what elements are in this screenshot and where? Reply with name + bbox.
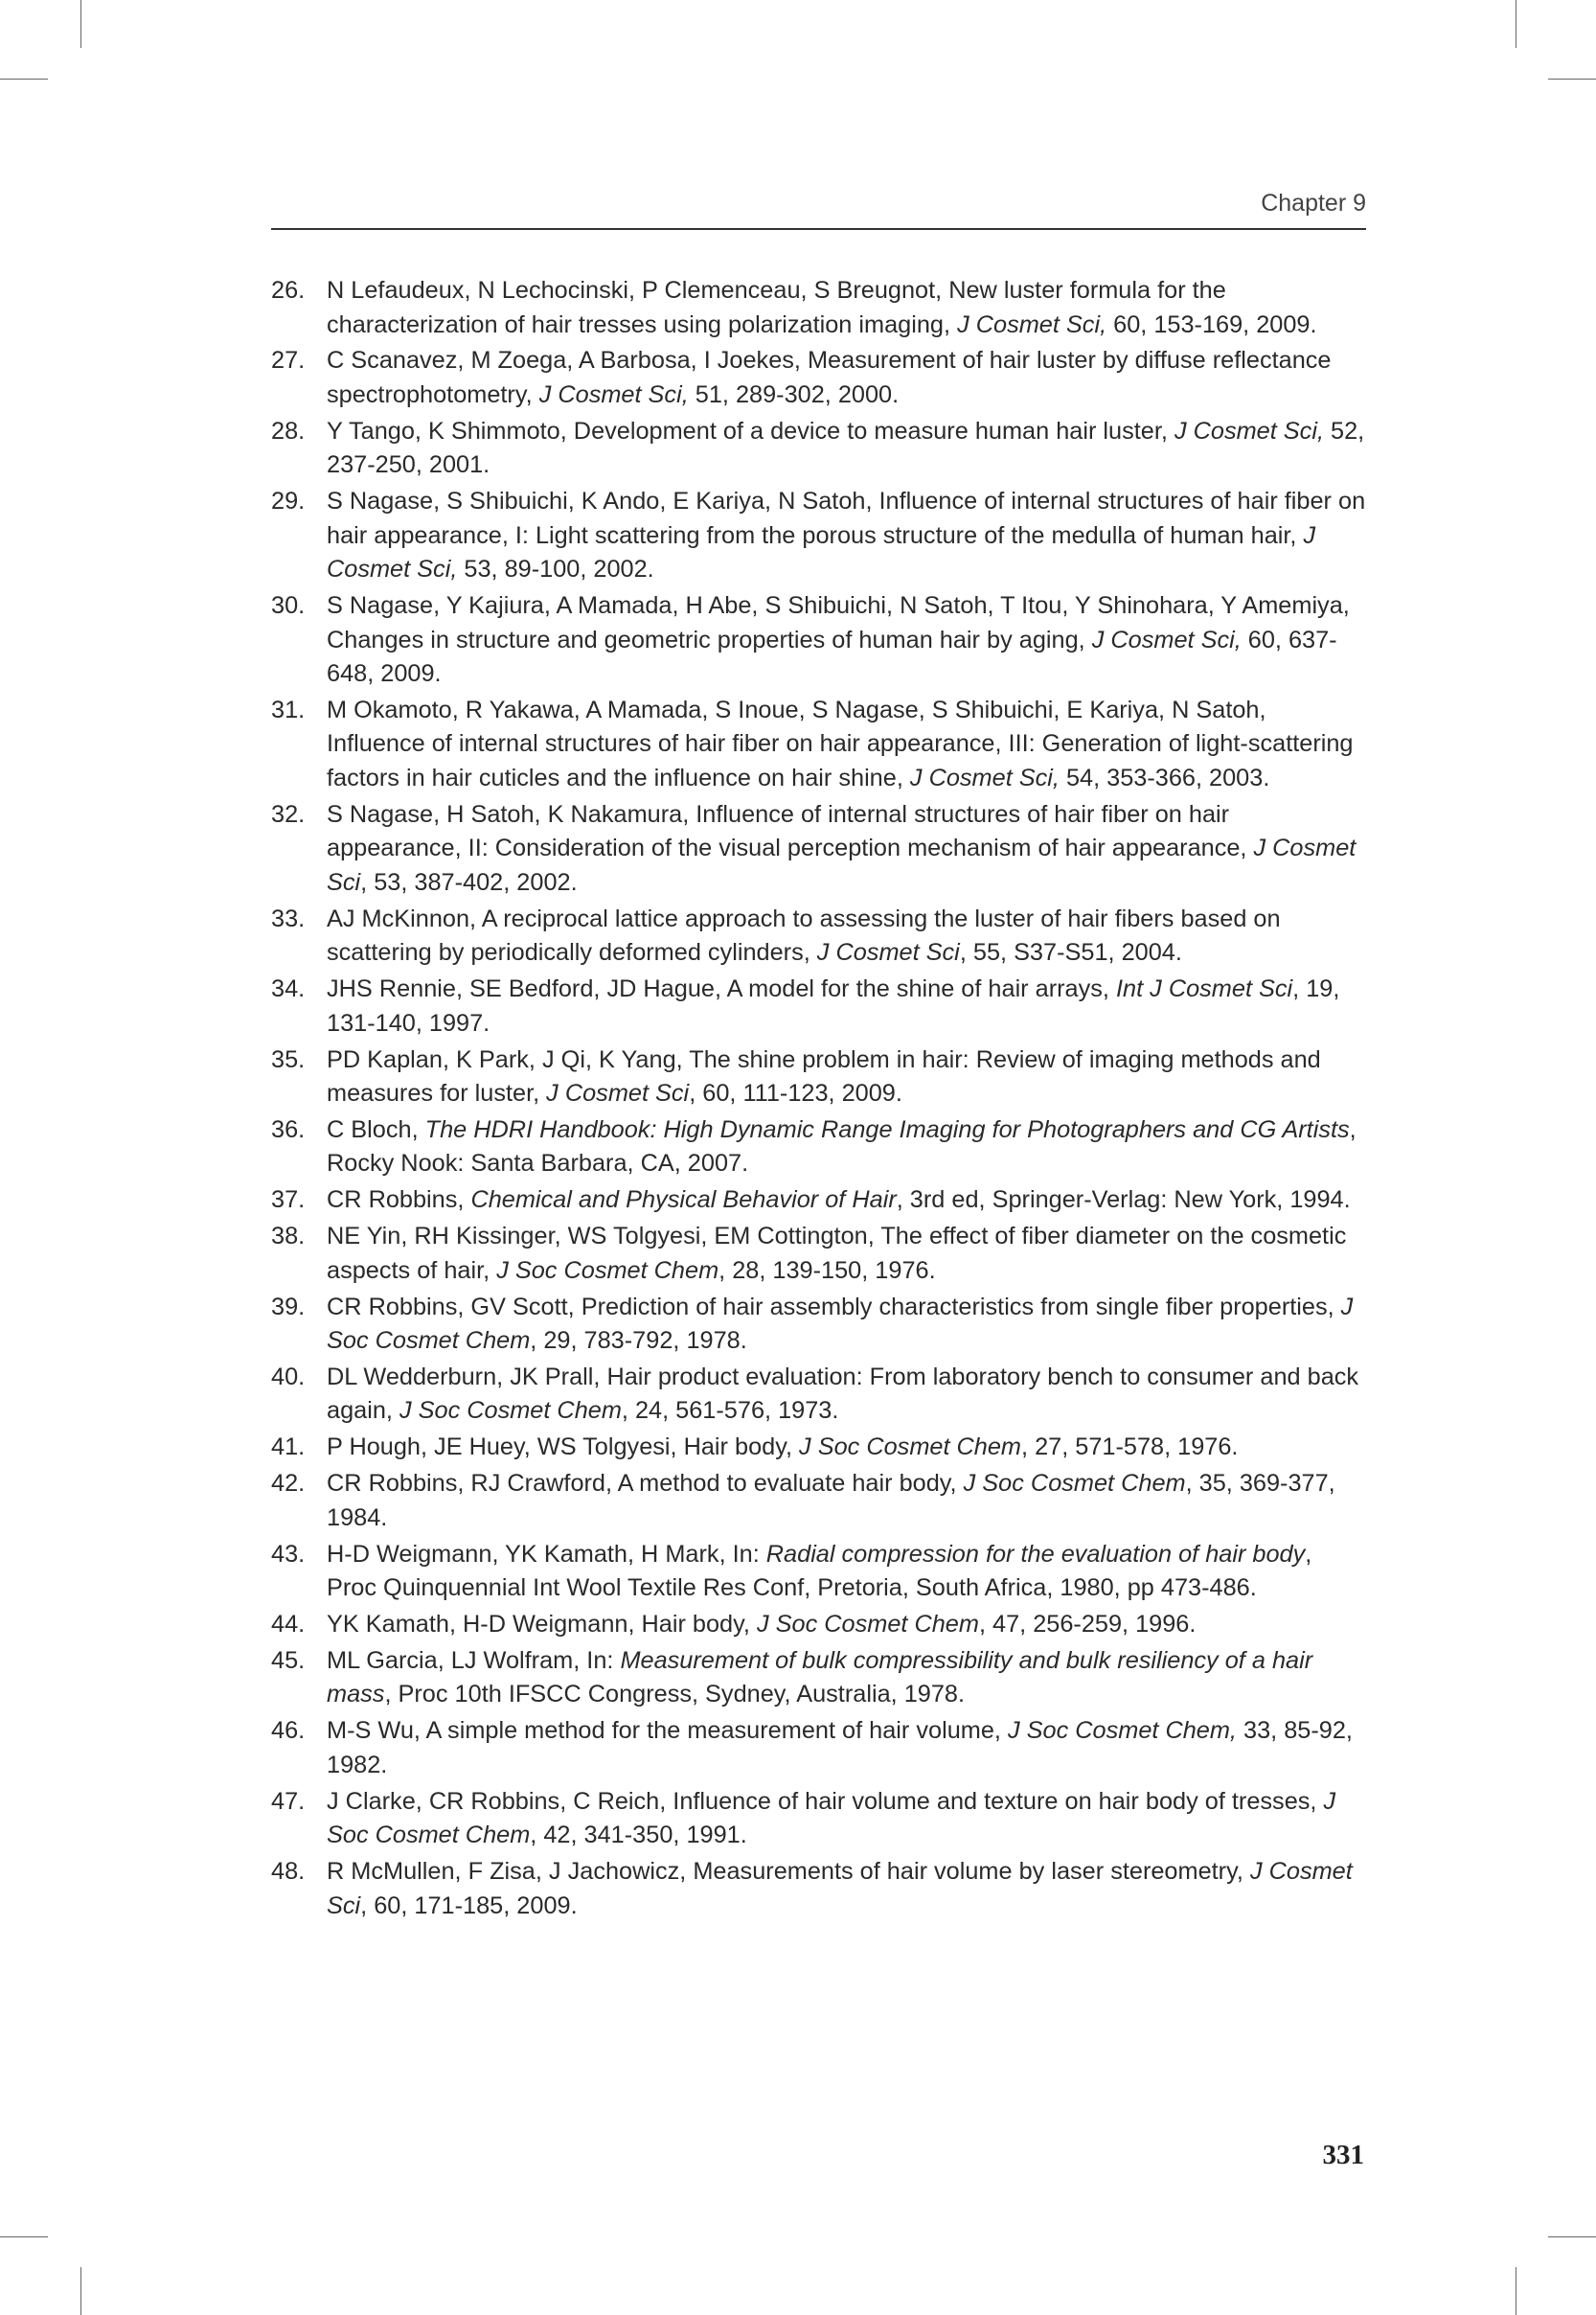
reference-number: 27.: [271, 347, 306, 375]
reference-item: [271, 1431, 1366, 1465]
reference-text: [327, 1361, 1366, 1429]
reference-segment: ML Garcia, LJ Wolfram, In:: [327, 1646, 621, 1674]
reference-segment: C Bloch,: [327, 1115, 425, 1143]
reference-journal: J Cosmet Sci,: [957, 310, 1107, 338]
crop-mark: [80, 0, 81, 48]
reference-number: 29.: [271, 488, 306, 516]
reference-text: [327, 1714, 1366, 1782]
reference-segment: 52, 237-250, 2001.: [327, 417, 1365, 479]
crop-mark: [80, 2267, 81, 2315]
reference-journal: J Cosmet Sci: [327, 1858, 1353, 1919]
reference-journal: Measurement of bulk compressibility and bulk resiliency of a hair mass: [327, 1646, 1313, 1708]
reference-item: [271, 1608, 1366, 1642]
reference-number: 46.: [271, 1717, 306, 1745]
reference-item: [271, 1785, 1366, 1853]
reference-text: [327, 694, 1366, 796]
reference-segment: 60, 637-648, 2009.: [327, 626, 1337, 688]
reference-journal: J Cosmet Sci,: [1091, 626, 1242, 653]
reference-item: [271, 1113, 1366, 1181]
reference-journal: J Cosmet Sci,: [909, 764, 1060, 791]
reference-segment: YK Kamath, H-D Weigmann, Hair body,: [327, 1611, 757, 1639]
reference-segment: , 47, 256-259, 1996.: [978, 1611, 1197, 1639]
reference-journal: J Soc Cosmet Chem: [496, 1256, 719, 1284]
reference-segment: 54, 353-366, 2003.: [1059, 764, 1270, 791]
reference-segment: M Okamoto, R Yakawa, A Mamada, S Inoue, S Nagase, S Shibuichi, E Kariya, N Satoh, Influence of internal structures of hair fiber on hair appearance, III: Generation of light-scattering factors in hair cuticles and the influence on hair shine,: [327, 696, 1354, 791]
reference-segment: C Scanavez, M Zoega, A Barbosa, I Joekes, Measurement of hair luster by diffuse reflectance spectrophotometry,: [327, 347, 1332, 408]
reference-number: 44.: [271, 1611, 306, 1639]
reference-item: [271, 1043, 1366, 1112]
reference-item: [271, 973, 1366, 1041]
reference-segment: , 29, 783-792, 1978.: [530, 1327, 747, 1355]
reference-segment: S Nagase, H Satoh, K Nakamura, Influence of internal structures of hair fiber on hair appearance, II: Consideration of the visual perception mechanism of hair appearance,: [327, 800, 1254, 862]
reference-item: [271, 903, 1366, 971]
crop-mark: [0, 79, 48, 80]
reference-item: [271, 1855, 1366, 1923]
reference-text: [327, 1608, 1366, 1642]
reference-item: [271, 1538, 1366, 1606]
reference-list: [271, 274, 1366, 1925]
reference-number: 43.: [271, 1540, 306, 1568]
reference-text: [327, 1113, 1366, 1181]
reference-item: [271, 694, 1366, 796]
reference-segment: , 24, 561-576, 1973.: [621, 1397, 839, 1425]
reference-number: 28.: [271, 417, 306, 445]
reference-segment: H-D Weigmann, YK Kamath, H Mark, In:: [327, 1540, 766, 1568]
reference-segment: JHS Rennie, SE Bedford, JD Hague, A model for the shine of hair arrays,: [327, 975, 1116, 1003]
reference-item: [271, 1714, 1366, 1782]
reference-segment: , Proc Quinquennial Int Wool Textile Res Conf, Pretoria, South Africa, 1980, pp 473-486.: [327, 1540, 1312, 1602]
reference-text: [327, 1431, 1366, 1465]
reference-text: [327, 1644, 1366, 1712]
reference-number: 47.: [271, 1787, 306, 1815]
reference-segment: , 35, 369-377, 1984.: [327, 1470, 1335, 1531]
reference-item: [271, 1467, 1366, 1535]
reference-number: 35.: [271, 1045, 306, 1073]
reference-segment: , 60, 111-123, 2009.: [689, 1080, 902, 1108]
reference-journal: J Soc Cosmet Chem: [399, 1397, 622, 1425]
reference-segment: NE Yin, RH Kissinger, WS Tolgyesi, EM Cottington, The effect of fiber diameter on the cosmetic aspects of hair,: [327, 1223, 1347, 1284]
reference-text: [327, 1538, 1366, 1606]
reference-segment: , 60, 171-185, 2009.: [360, 1891, 578, 1919]
reference-journal: J Cosmet Sci: [546, 1080, 690, 1108]
reference-journal: Radial compression for the evaluation of hair body: [765, 1540, 1306, 1568]
reference-number: 30.: [271, 592, 306, 620]
reference-journal: J Soc Cosmet Chem,: [1007, 1717, 1237, 1745]
reference-segment: CR Robbins,: [327, 1186, 471, 1214]
reference-item: [271, 415, 1366, 483]
reference-journal: J Soc Cosmet Chem: [799, 1433, 1022, 1461]
reference-segment: DL Wedderburn, JK Prall, Hair product evaluation: From laboratory bench to consumer and back again,: [327, 1363, 1359, 1425]
reference-journal: J Cosmet Sci: [816, 939, 960, 967]
reference-number: 34.: [271, 975, 306, 1003]
chapter-header: Chapter 9: [1261, 190, 1366, 217]
reference-text: [327, 1785, 1366, 1853]
header-rule: [271, 228, 1366, 230]
reference-item: [271, 344, 1366, 412]
reference-segment: J Clarke, CR Robbins, C Reich, Influence of hair volume and texture on hair body of tresses,: [327, 1787, 1324, 1815]
reference-journal: J Soc Cosmet Chem: [963, 1470, 1186, 1498]
reference-number: 48.: [271, 1858, 306, 1886]
reference-journal: J Cosmet Sci: [327, 835, 1357, 896]
reference-text: [327, 1467, 1366, 1535]
reference-segment: , 19, 131-140, 1997.: [327, 975, 1340, 1037]
reference-number: 31.: [271, 696, 306, 723]
reference-item: [271, 1220, 1366, 1288]
reference-number: 39.: [271, 1293, 306, 1320]
reference-number: 32.: [271, 800, 306, 828]
reference-text: [327, 274, 1366, 342]
reference-text: [327, 1183, 1366, 1218]
reference-segment: P Hough, JE Huey, WS Tolgyesi, Hair body,: [327, 1433, 800, 1461]
crop-mark: [1548, 79, 1596, 80]
reference-number: 40.: [271, 1363, 306, 1390]
reference-text: [327, 1220, 1366, 1288]
reference-segment: S Nagase, S Shibuichi, K Ando, E Kariya, N Satoh, Influence of internal structures of hair fiber on hair appearance, I: Light scattering from the porous structure of the medulla of human hair,: [327, 488, 1366, 549]
reference-text: [327, 415, 1366, 483]
reference-text: [327, 973, 1366, 1041]
crop-mark: [0, 2236, 48, 2237]
reference-text: [327, 485, 1366, 587]
reference-item: [271, 1183, 1366, 1218]
reference-segment: CR Robbins, GV Scott, Prediction of hair assembly characteristics from single fiber properties,: [327, 1293, 1341, 1320]
reference-segment: 53, 89-100, 2002.: [457, 556, 654, 584]
reference-segment: , Rocky Nook: Santa Barbara, CA, 2007.: [327, 1115, 1357, 1178]
page-number: 331: [1322, 2140, 1364, 2170]
reference-segment: 51, 289-302, 2000.: [688, 380, 900, 408]
reference-text: [327, 1043, 1366, 1112]
reference-segment: , 3rd ed, Springer-Verlag: New York, 1994.: [896, 1186, 1351, 1214]
reference-text: [327, 589, 1366, 692]
reference-segment: R McMullen, F Zisa, J Jachowicz, Measurements of hair volume by laser stereometry,: [327, 1858, 1250, 1886]
reference-segment: PD Kaplan, K Park, J Qi, K Yang, The shine problem in hair: Review of imaging methods and measures for luster,: [327, 1045, 1321, 1108]
reference-number: 36.: [271, 1115, 306, 1143]
reference-item: [271, 589, 1366, 692]
reference-segment: S Nagase, Y Kajiura, A Mamada, H Abe, S Shibuichi, N Satoh, T Itou, Y Shinohara, Y Amemiya, Changes in structure and geometric properties of human hair by aging,: [327, 592, 1350, 653]
reference-number: 41.: [271, 1433, 306, 1461]
reference-journal: J Soc Cosmet Chem: [756, 1611, 979, 1639]
reference-text: [327, 344, 1366, 412]
reference-journal: J Cosmet Sci,: [1174, 417, 1324, 445]
reference-number: 33.: [271, 905, 306, 932]
reference-item: [271, 798, 1366, 901]
reference-number: 38.: [271, 1223, 306, 1250]
reference-segment: N Lefaudeux, N Lechocinski, P Clemenceau, S Breugnot, New luster formula for the characterization of hair tresses using polarization imaging,: [327, 277, 1226, 338]
reference-journal: Int J Cosmet Sci: [1115, 975, 1293, 1003]
reference-segment: 33, 85-92, 1982.: [327, 1717, 1353, 1778]
reference-journal: The HDRI Handbook: High Dynamic Range Imaging for Photographers and CG Artists: [424, 1115, 1350, 1143]
reference-segment: , 42, 341-350, 1991.: [530, 1822, 747, 1849]
reference-journal: J Cosmet Sci,: [538, 380, 689, 408]
reference-number: 45.: [271, 1646, 306, 1674]
reference-number: 42.: [271, 1470, 306, 1498]
reference-text: [327, 798, 1366, 901]
reference-text: [327, 903, 1366, 971]
reference-segment: AJ McKinnon, A reciprocal lattice approach to assessing the luster of hair fibers based on scattering by periodically deformed cylinders,: [327, 905, 1281, 967]
reference-journal: J Soc Cosmet Chem: [327, 1787, 1336, 1849]
reference-text: [327, 1855, 1366, 1923]
crop-mark: [1548, 2236, 1596, 2237]
reference-segment: M-S Wu, A simple method for the measurement of hair volume,: [327, 1717, 1008, 1745]
reference-item: [271, 1291, 1366, 1359]
reference-number: 37.: [271, 1186, 306, 1214]
reference-text: [327, 1291, 1366, 1359]
reference-item: [271, 1361, 1366, 1429]
reference-segment: CR Robbins, RJ Crawford, A method to evaluate hair body,: [327, 1470, 964, 1498]
reference-segment: , 53, 387-402, 2002.: [360, 868, 578, 896]
reference-journal: J Cosmet Sci,: [327, 521, 1316, 584]
reference-journal: J Soc Cosmet Chem: [327, 1293, 1354, 1355]
reference-item: [271, 485, 1366, 587]
reference-segment: , Proc 10th IFSCC Congress, Sydney, Australia, 1978.: [384, 1681, 965, 1708]
reference-segment: 60, 153-169, 2009.: [1106, 310, 1317, 338]
reference-segment: , 55, S37-S51, 2004.: [959, 939, 1182, 967]
reference-number: 26.: [271, 277, 306, 304]
reference-journal: Chemical and Physical Behavior of Hair: [470, 1186, 897, 1214]
reference-segment: Y Tango, K Shimmoto, Development of a device to measure human hair luster,: [327, 417, 1174, 445]
reference-segment: , 28, 139-150, 1976.: [718, 1256, 936, 1284]
reference-item: [271, 1644, 1366, 1712]
reference-item: [271, 274, 1366, 342]
reference-segment: , 27, 571-578, 1976.: [1021, 1433, 1239, 1461]
